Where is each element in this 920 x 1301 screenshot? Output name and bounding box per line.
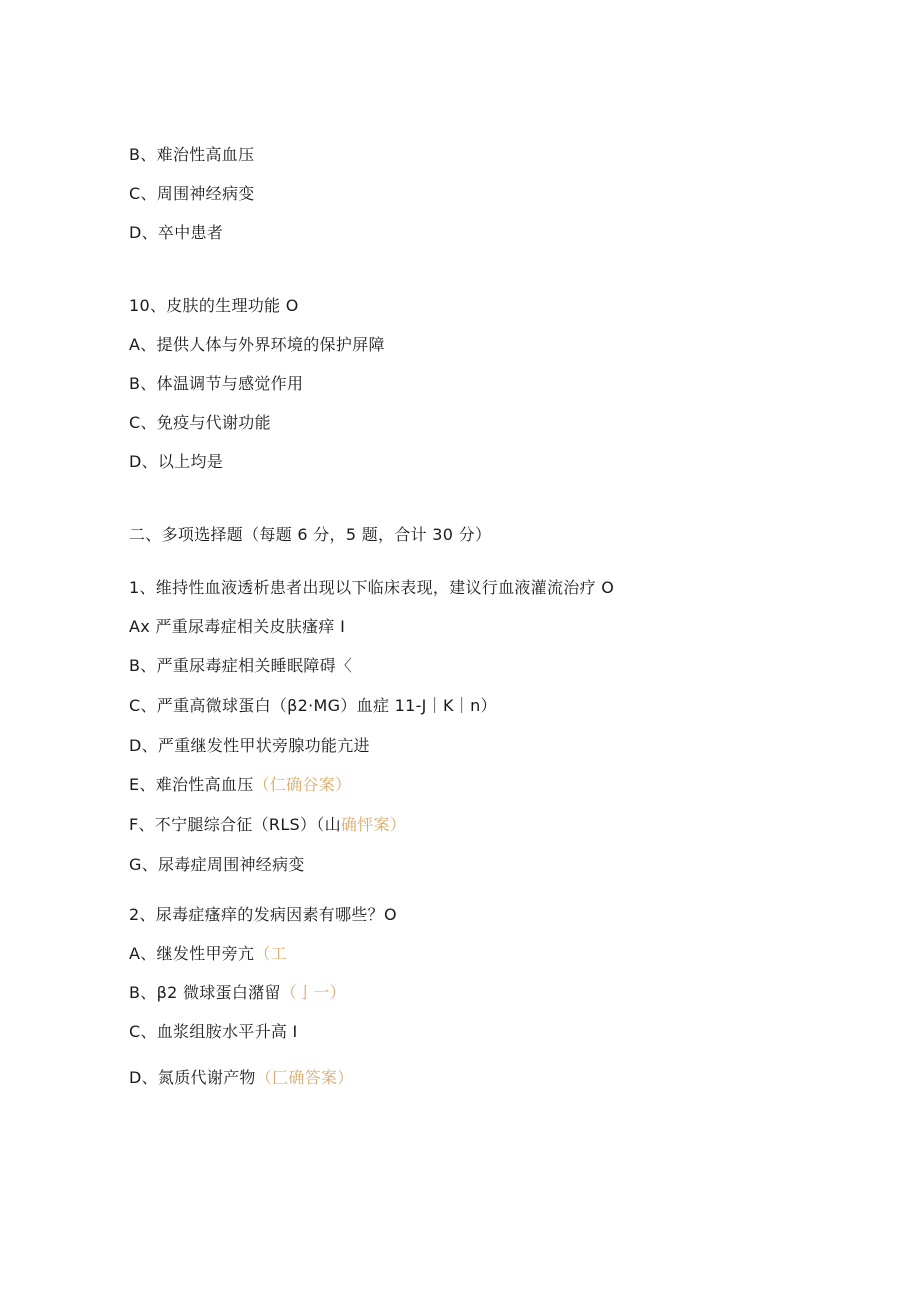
mq1-option-e [129, 775, 351, 795]
answer-mark: （仁确谷案） [253, 775, 352, 794]
answer-mark: 确怦案） [340, 815, 407, 834]
multi-question-1: 1、维持性血液透析患者出现以下临床表现，建议行血液灌流治疗 O [129, 578, 615, 597]
mq1-option-b: B、严重尿毒症相关睡眠障碍〈 [129, 656, 353, 675]
mq1-option-a: Ax 严重尿毒症相关皮肤瘙痒 I [129, 617, 346, 636]
q9-option-b: B、难治性高血压 [129, 145, 255, 164]
answer-mark: （匚确答案） [255, 1068, 354, 1087]
mq2-option-a-text: A、继发性甲旁亢 [129, 944, 255, 963]
mq1-option-f-text: F、不宁腿综合征（RLS）（山 [129, 815, 341, 834]
mq1-option-g: G、尿毒症周围神经病变 [129, 855, 305, 874]
mq1-option-f [129, 815, 406, 835]
mq2-option-d [129, 1068, 354, 1088]
mq2-option-a [129, 944, 287, 964]
mq2-option-b [129, 983, 346, 1003]
q9-option-d: D、卒中患者 [129, 223, 224, 242]
section-heading: 二、多项选择题（每题 6 分，5 题，合计 30 分） [129, 525, 492, 544]
answer-mark: （工 [254, 944, 287, 963]
answer-mark: （亅一） [280, 983, 346, 1002]
q10-option-a: A、提供人体与外界环境的保护屏障 [129, 335, 385, 354]
q10-option-c: C、免疫与代谢功能 [129, 413, 271, 432]
question-10: 10、皮肤的生理功能 O [129, 296, 299, 315]
mq1-option-c: C、严重高微球蛋白（β2·MG）血症 11-J｜K｜n） [129, 696, 497, 715]
q10-option-d: D、以上均是 [129, 452, 224, 471]
mq2-option-c: C、血浆组胺水平升高 I [129, 1022, 298, 1041]
mq2-option-b-text: B、β2 微球蛋白潴留 [129, 983, 281, 1002]
mq1-option-d: D、严重继发性甲状旁腺功能亢进 [129, 736, 370, 755]
mq2-option-d-text: D、氮质代谢产物 [129, 1068, 256, 1087]
q10-option-b: B、体温调节与感觉作用 [129, 374, 304, 393]
mq1-option-e-text: E、难治性高血压 [129, 775, 254, 794]
multi-question-2: 2、尿毒症瘙痒的发病因素有哪些？O [129, 905, 397, 924]
q9-option-c: C、周围神经病变 [129, 184, 255, 203]
